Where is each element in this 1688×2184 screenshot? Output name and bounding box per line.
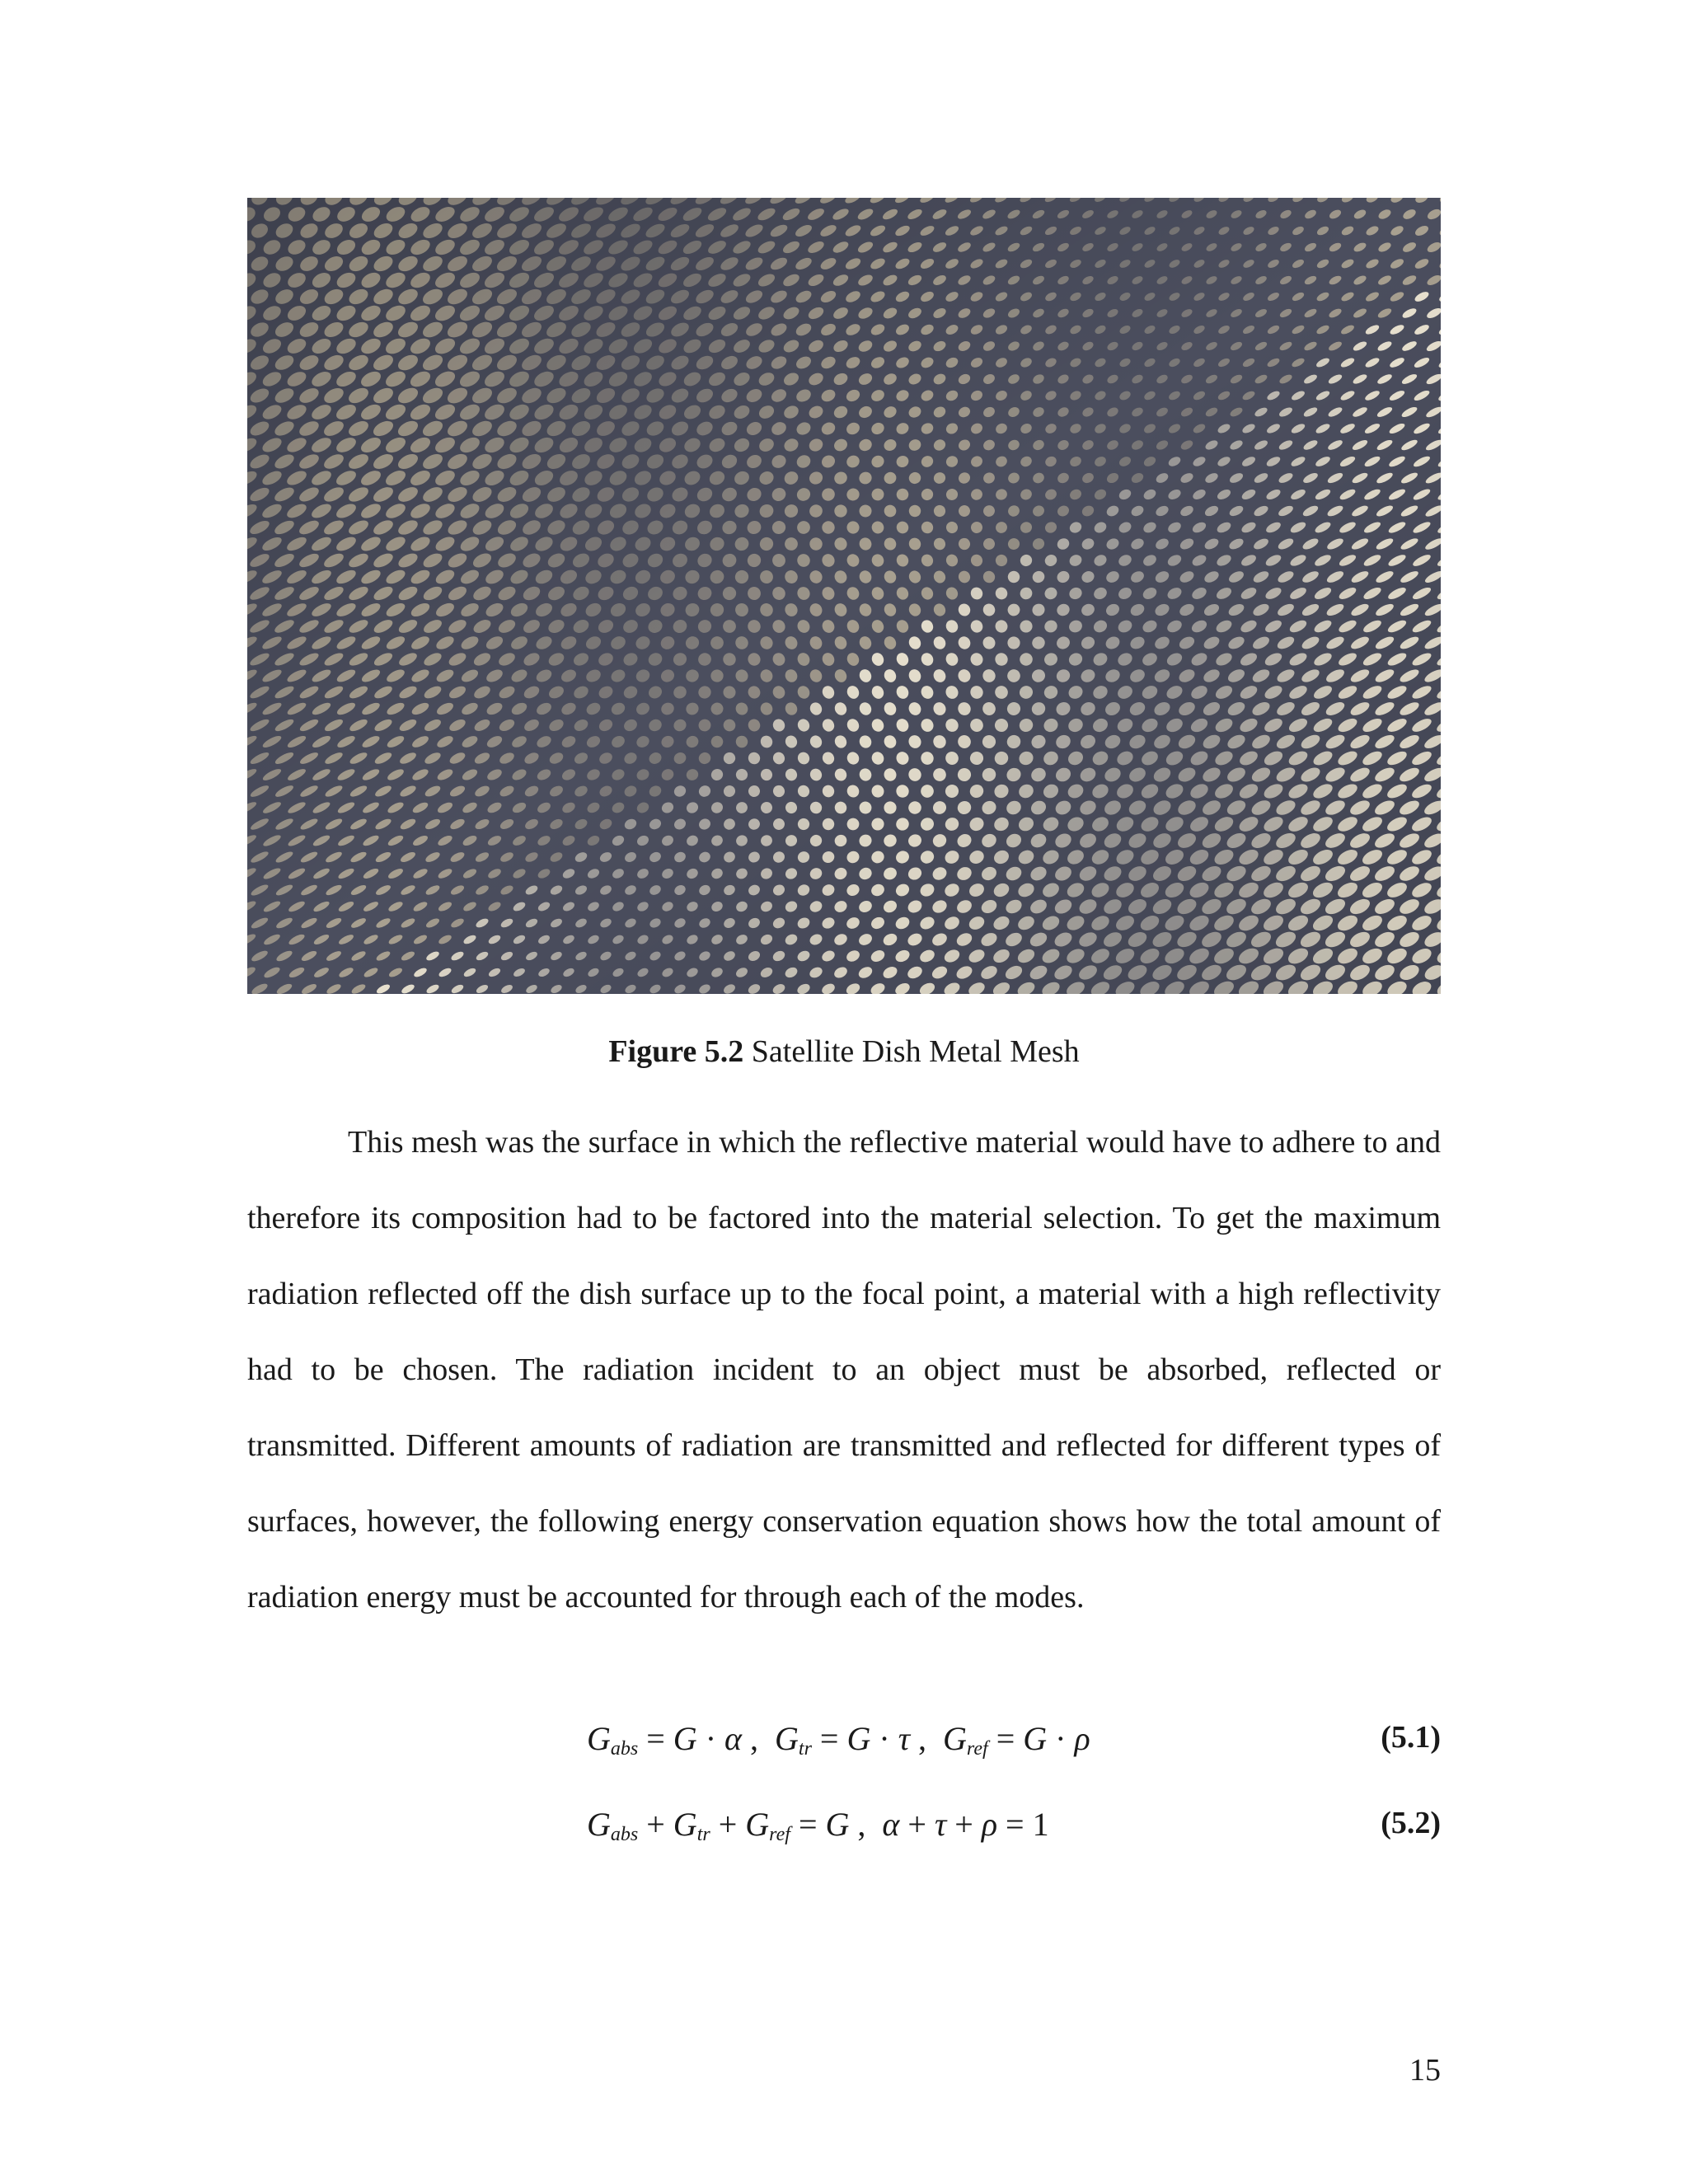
equation-5-1 (247, 1719, 1441, 1769)
equation-5-1-number: (5.1) (1381, 1720, 1441, 1755)
body-paragraph: This mesh was the surface in which the reflective material would have to adhere to and therefore its composition had to be factored into the material selection. To get the maximum radiation reflected off the dish surface up to the focal point, a material with a high reflectivity had to be chosen. The radiation incident to an object must be absorbed, reflected or transmitted. Different amounts of radiation are transmitted and reflected for different types of surfaces, however, the following energy conservation equation shows how the total amount of radiation energy must be accounted for through each of the modes. (247, 1125, 1441, 1615)
figure-caption (247, 1029, 1441, 1075)
metal-mesh-photo (247, 198, 1441, 994)
figure-label: Figure 5.2 (608, 1034, 744, 1069)
equation-5-2-content: $G_{abs} + G_{tr} + G_{ref} = G$ , α + τ + ρ = 1 (587, 1806, 1049, 1845)
equation-5-2 (247, 1805, 1441, 1854)
equation-5-1-content: $G_{abs} = G \cdot \alpha$ , $G_{tr} = G \cdot \tau$ , $G_{ref} = G \cdot \rho$ (587, 1720, 1090, 1760)
figure-title: Satellite Dish Metal Mesh (743, 1034, 1080, 1069)
body-text (247, 1104, 1441, 1635)
figure-image (247, 198, 1441, 994)
equation-5-2-number: (5.2) (1381, 1806, 1441, 1840)
page-number: 15 (1409, 2053, 1441, 2088)
